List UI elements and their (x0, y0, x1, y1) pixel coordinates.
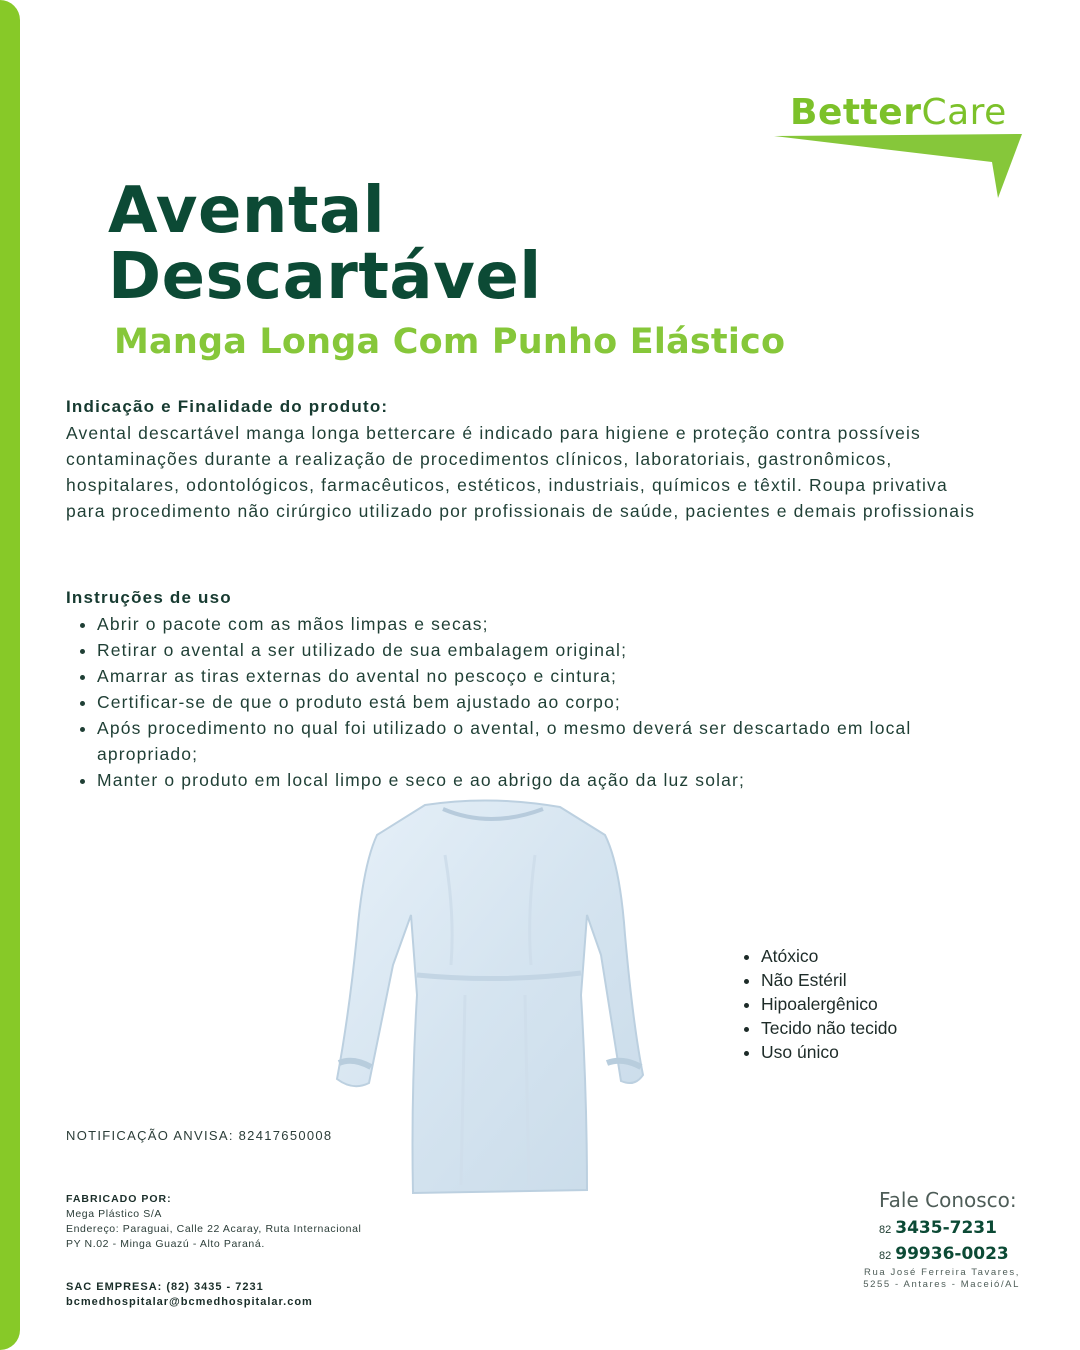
list-item: • Retirar o avental a ser utilizado de sua embalagem original; (97, 637, 986, 663)
list-item: • Tecido não tecido (761, 1016, 897, 1040)
list-item: • Manter o produto em local limpo e seco e ao abrigo da ação da luz solar; (97, 767, 986, 793)
sac-email[interactable]: bcmedhospitalar@bcmedhospitalar.com (66, 1296, 313, 1308)
left-accent-bar (0, 0, 20, 1350)
list-item: • Abrir o pacote com as mãos limpas e secas; (97, 611, 986, 637)
title-line-2: Descartável (108, 240, 542, 314)
contact-phone-2[interactable] (879, 1244, 1019, 1264)
brand-part1: Better (790, 92, 922, 133)
instructions-list (66, 611, 986, 793)
indication-body: Avental descartável manga longa bettercare é indicado para higiene e proteção contra possíveis contaminações durante a realização de procedimentos clínicos, laboratoriais, gastronômicos, hospitalares, odontológicos, farmacêuticos, estéticos, industriais, químicos e têxtil. Roupa privativa para procedimento não cirúrgico utilizado por profissionais de saúde, pacientes e demais profissionais (66, 423, 976, 521)
phone-number: 99936-0023 (895, 1244, 1009, 1264)
manufacturer-name: Mega Plástico S/A (66, 1208, 162, 1220)
manufacturer-label: FABRICADO POR: (66, 1193, 172, 1205)
contact-block (879, 1188, 1019, 1264)
brand-part2: Care (921, 92, 1007, 133)
title-line-1: Avental (108, 174, 386, 248)
instructions-heading: Instruções de uso (66, 588, 232, 607)
contact-address-1: Rua José Ferreira Tavares, (864, 1267, 1020, 1278)
sac-block (66, 1280, 313, 1310)
list-item: • Certificar-se de que o produto está bem ajustado ao corpo; (97, 689, 986, 715)
contact-heading: Fale Conosco: (879, 1188, 1017, 1212)
brand-logo (770, 90, 1030, 205)
sac-phone: SAC EMPRESA: (82) 3435 - 7231 (66, 1281, 264, 1293)
list-item: • Uso único (761, 1040, 897, 1064)
anvisa-notification: NOTIFICAÇÃO ANVISA: 82417650008 (66, 1128, 333, 1143)
phone-ddd: 82 (879, 1224, 892, 1236)
indication-section (66, 394, 986, 524)
phone-ddd: 82 (879, 1250, 892, 1262)
gown-product-image (325, 795, 655, 1200)
page-title (108, 174, 542, 314)
features-list (737, 944, 897, 1064)
contact-phone-1[interactable] (879, 1218, 1019, 1238)
manufacturer-block (66, 1192, 361, 1252)
phone-number: 3435-7231 (895, 1218, 997, 1238)
contact-address (835, 1267, 1020, 1291)
instructions-section (66, 585, 986, 793)
manufacturer-address-1: Endereço: Paraguai, Calle 22 Acaray, Ruta Internacional (66, 1223, 362, 1235)
brand-swoosh-icon (770, 132, 1030, 202)
list-item: • Hipoalergênico (761, 992, 897, 1016)
manufacturer-address-2: PY N.02 - Minga Guazú - Alto Paraná. (66, 1238, 265, 1250)
brand-wordmark (790, 92, 1007, 133)
list-item: • Não Estéril (761, 968, 897, 992)
list-item: • Amarrar as tiras externas do avental no pescoço e cintura; (97, 663, 986, 689)
indication-heading: Indicação e Finalidade do produto: (66, 397, 389, 416)
page-subtitle: Manga Longa Com Punho Elástico (114, 322, 786, 362)
list-item: • Atóxico (761, 944, 897, 968)
list-item: • Após procedimento no qual foi utilizado o avental, o mesmo deverá ser descartado em local apropriado; (97, 715, 986, 767)
contact-address-2: 5255 - Antares - Maceió/AL (863, 1279, 1020, 1290)
